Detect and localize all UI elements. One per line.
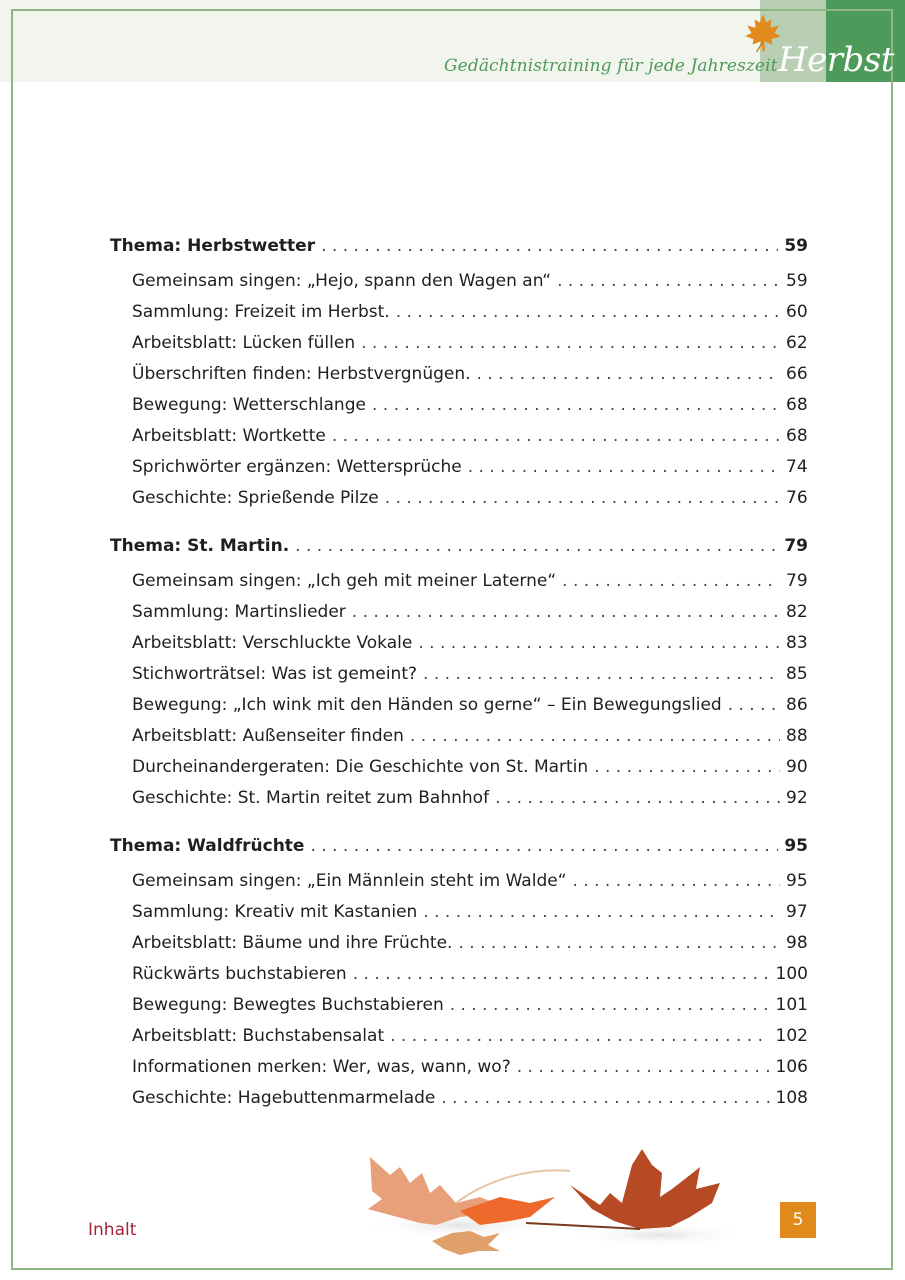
footer-section-label: Inhalt xyxy=(88,1220,137,1240)
leader-dots xyxy=(458,928,780,959)
toc-heading-page: 95 xyxy=(784,836,808,856)
toc-entry[interactable] xyxy=(110,897,808,928)
leader-dots xyxy=(562,566,780,597)
toc-entry[interactable] xyxy=(110,659,808,690)
toc-entry-title: Arbeitsblatt: Lücken füllen xyxy=(132,333,356,353)
page-number-badge xyxy=(780,1202,816,1238)
toc-entry-page: 97 xyxy=(786,902,808,922)
toc-entry-title: Sammlung: Martinslieder xyxy=(132,602,346,622)
toc-entry-title: Gemeinsam singen: „Hejo, spann den Wagen an“ xyxy=(132,271,552,291)
toc-heading-page: 59 xyxy=(784,236,808,256)
toc-entry-title: Geschichte: Hagebuttenmarmelade xyxy=(132,1088,436,1108)
leader-dots xyxy=(295,532,778,560)
toc-entry[interactable] xyxy=(110,566,808,597)
toc-entry[interactable] xyxy=(110,690,808,721)
toc-entry-page: 83 xyxy=(786,633,808,653)
toc-entry[interactable] xyxy=(110,721,808,752)
toc-entry-page: 95 xyxy=(786,871,808,891)
autumn-leaves-illustration xyxy=(360,1145,760,1260)
leader-dots xyxy=(321,232,778,260)
toc-entry-page: 68 xyxy=(786,395,808,415)
leader-dots xyxy=(396,297,780,328)
toc-entry-page: 85 xyxy=(786,664,808,684)
toc-entry[interactable] xyxy=(110,266,808,297)
toc-heading[interactable] xyxy=(110,832,808,860)
toc-entry-page: 90 xyxy=(786,757,808,777)
leader-dots xyxy=(361,328,780,359)
toc-entry-title: Sammlung: Freizeit im Herbst. xyxy=(132,302,390,322)
toc-entry[interactable] xyxy=(110,483,808,514)
leader-dots xyxy=(557,266,780,297)
leader-dots xyxy=(573,866,781,897)
leader-dots xyxy=(728,690,780,721)
toc-entry-page: 101 xyxy=(775,995,808,1015)
toc-entry[interactable] xyxy=(110,1021,808,1052)
toc-entry-title: Durcheinandergeraten: Die Geschichte von St. Martin xyxy=(132,757,589,777)
toc-entry-title: Informationen merken: Wer, was, wann, wo? xyxy=(132,1057,511,1077)
leader-dots xyxy=(372,390,780,421)
toc-entry[interactable] xyxy=(110,928,808,959)
toc-entry[interactable] xyxy=(110,297,808,328)
leader-dots xyxy=(423,897,780,928)
toc-entry[interactable] xyxy=(110,452,808,483)
toc-entry[interactable] xyxy=(110,783,808,814)
toc-entry-title: Gemeinsam singen: „Ich geh mit meiner Laterne“ xyxy=(132,571,557,591)
leader-dots xyxy=(352,597,780,628)
toc-heading-title: Thema: Waldfrüchte xyxy=(110,836,305,856)
leader-dots xyxy=(423,659,780,690)
toc-entry-title: Geschichte: Sprießende Pilze xyxy=(132,488,379,508)
toc-entry[interactable] xyxy=(110,752,808,783)
toc-entry-page: 108 xyxy=(775,1088,808,1108)
leader-dots xyxy=(594,752,780,783)
toc-entry-page: 62 xyxy=(786,333,808,353)
leader-dots xyxy=(441,1083,769,1114)
toc-heading-title: Thema: St. Martin. xyxy=(110,536,290,556)
header-subtitle: Gedächtnistraining für jede Jahreszeit xyxy=(444,56,778,76)
toc-entry[interactable] xyxy=(110,597,808,628)
toc-entry-title: Bewegung: Wetterschlange xyxy=(132,395,366,415)
toc-entry-page: 102 xyxy=(775,1026,808,1046)
toc-entry[interactable] xyxy=(110,359,808,390)
toc-entry-page: 106 xyxy=(775,1057,808,1077)
toc-heading[interactable] xyxy=(110,232,808,260)
leader-dots xyxy=(450,990,770,1021)
toc-entry[interactable] xyxy=(110,328,808,359)
toc-entry-page: 98 xyxy=(786,933,808,953)
toc-entry-page: 86 xyxy=(786,695,808,715)
toc-entry-page: 59 xyxy=(786,271,808,291)
toc-entry-title: Arbeitsblatt: Bäume und ihre Früchte. xyxy=(132,933,453,953)
toc-section-waldfruechte xyxy=(110,832,808,1114)
toc-heading-title: Thema: Herbstwetter xyxy=(110,236,316,256)
toc-entry-title: Rückwärts buchstabieren xyxy=(132,964,347,984)
toc-entry-title: Überschriften finden: Herbstvergnügen. xyxy=(132,364,471,384)
toc-section-st-martin xyxy=(110,532,808,814)
toc-entry-title: Gemeinsam singen: „Ein Männlein steht im Walde“ xyxy=(132,871,567,891)
toc-entry-page: 88 xyxy=(786,726,808,746)
toc-entry-page: 66 xyxy=(786,364,808,384)
toc-entry-page: 68 xyxy=(786,426,808,446)
toc-entry-title: Arbeitsblatt: Verschluckte Vokale xyxy=(132,633,413,653)
toc-heading-page: 79 xyxy=(784,536,808,556)
leader-dots xyxy=(385,483,780,514)
leader-dots xyxy=(332,421,780,452)
toc-entry-title: Bewegung: „Ich wink mit den Händen so gerne“ – Ein Bewegungslied xyxy=(132,695,722,715)
toc-entry-title: Arbeitsblatt: Wortkette xyxy=(132,426,326,446)
toc-entry-title: Stichworträtsel: Was ist gemeint? xyxy=(132,664,418,684)
page-number: 5 xyxy=(792,1210,804,1230)
toc-entry-page: 60 xyxy=(786,302,808,322)
leader-dots xyxy=(517,1052,770,1083)
toc-entry-page: 74 xyxy=(786,457,808,477)
toc-entry-title: Sammlung: Kreativ mit Kastanien xyxy=(132,902,418,922)
toc-entry-title: Geschichte: St. Martin reitet zum Bahnhof xyxy=(132,788,490,808)
toc-entry-page: 79 xyxy=(786,571,808,591)
table-of-contents xyxy=(110,232,808,1132)
toc-entry[interactable] xyxy=(110,990,808,1021)
toc-entry-title: Sprichwörter ergänzen: Wettersprüche xyxy=(132,457,462,477)
leader-dots xyxy=(390,1021,769,1052)
toc-entry-page: 76 xyxy=(786,488,808,508)
leader-dots xyxy=(495,783,780,814)
leader-dots xyxy=(468,452,780,483)
toc-entry-page: 100 xyxy=(775,964,808,984)
leader-dots xyxy=(310,832,778,860)
toc-entry[interactable] xyxy=(110,866,808,897)
toc-entry[interactable] xyxy=(110,1052,808,1083)
leader-dots xyxy=(418,628,780,659)
toc-entry[interactable] xyxy=(110,1083,808,1114)
toc-entry[interactable] xyxy=(110,628,808,659)
season-label: Herbst xyxy=(778,40,894,80)
toc-entry[interactable] xyxy=(110,959,808,990)
toc-entry-title: Arbeitsblatt: Buchstabensalat xyxy=(132,1026,385,1046)
leader-dots xyxy=(353,959,770,990)
toc-entry-page: 92 xyxy=(786,788,808,808)
toc-section-herbstwetter xyxy=(110,232,808,514)
toc-entry[interactable] xyxy=(110,421,808,452)
toc-entry-title: Bewegung: Bewegtes Buchstabieren xyxy=(132,995,444,1015)
toc-entry[interactable] xyxy=(110,390,808,421)
leader-dots xyxy=(410,721,780,752)
toc-entry-title: Arbeitsblatt: Außenseiter finden xyxy=(132,726,404,746)
toc-entry-page: 82 xyxy=(786,602,808,622)
toc-heading[interactable] xyxy=(110,532,808,560)
leader-dots xyxy=(477,359,780,390)
